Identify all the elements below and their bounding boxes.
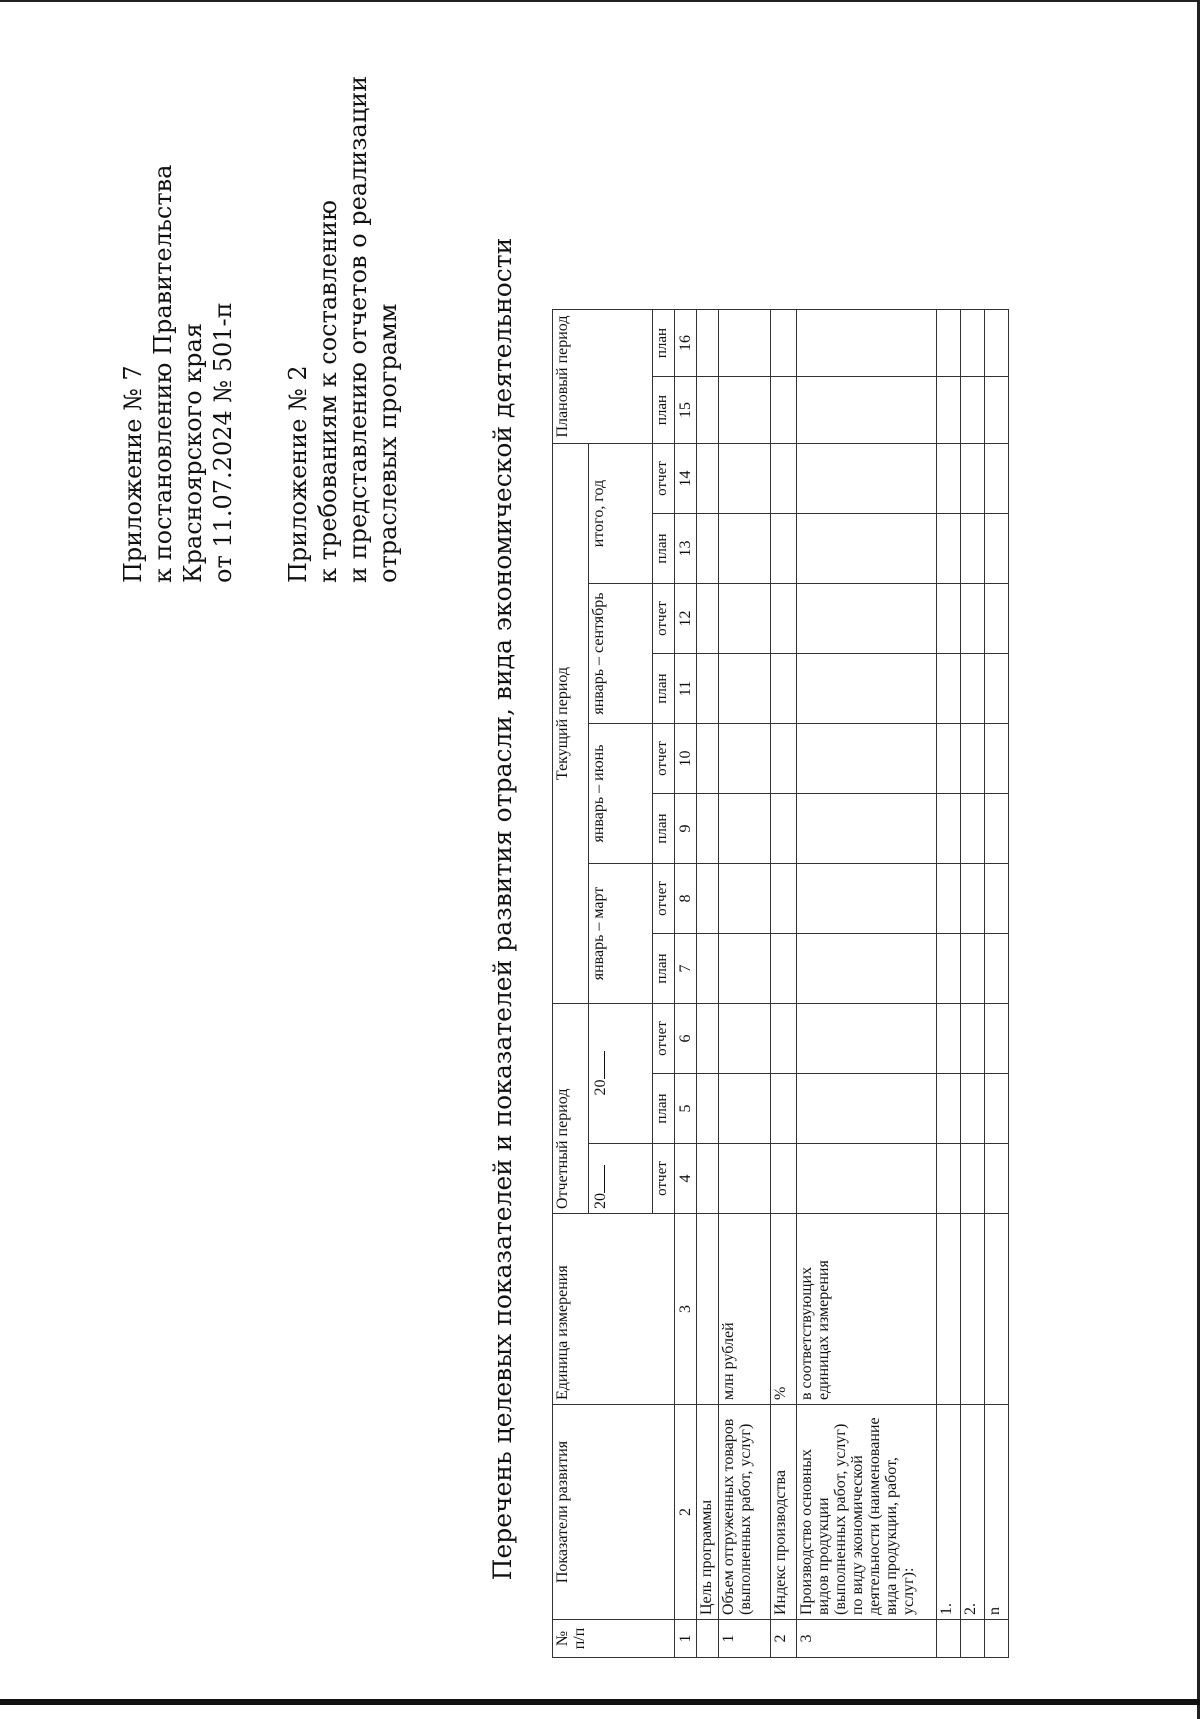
table-cell [985,654,1009,724]
table-cell [771,1004,797,1074]
appendix-7-line: от 11.07.2024 № 501-п [209,302,237,583]
table-cell [771,864,797,934]
table-cell [771,514,797,584]
table-cell [797,1144,937,1214]
table-cell [961,724,985,794]
sub-report: отчет [653,724,675,794]
col-number: 7 [675,934,697,1004]
table-cell [697,514,719,584]
table-cell [937,1004,961,1074]
col-number: 8 [675,864,697,934]
table-cell [797,377,937,444]
table-cell [985,1144,1009,1214]
table-cell [697,934,719,1004]
table-cell [719,584,771,654]
table-cell [797,310,937,377]
table-cell [771,1074,797,1144]
table-cell [985,310,1009,377]
table-cell [937,864,961,934]
appendix-2-line: Приложение № 2 [284,365,312,583]
year-blank [590,1165,605,1193]
header-jan-jun: январь – июнь [589,724,653,864]
table-cell [937,377,961,444]
col-number: 9 [675,794,697,864]
header-indicator: Показатели развития [553,1405,675,1620]
table-cell [961,654,985,724]
row-num: 3 [797,1620,937,1658]
sub-plan: план [653,934,675,1004]
col-number: 14 [675,444,697,514]
goal-row [697,310,719,1658]
table-cell [697,310,719,377]
sub-report: отчет [653,444,675,514]
sub-report: отчет [653,1004,675,1074]
appendix-2-line: к требованиям к составлению [314,199,342,583]
header-planning-period: Плановый период [553,310,653,444]
year-label: 20 [592,1193,609,1209]
table-cell [961,1074,985,1144]
table-cell [937,1074,961,1144]
col-number: 13 [675,514,697,584]
table-cell [985,864,1009,934]
table-cell [797,584,937,654]
col-number: 11 [675,654,697,724]
table-cell [985,724,1009,794]
appendix-7-line: к постановлению Правительства [149,164,177,583]
sub-row-label: 1. [937,1405,961,1620]
table-cell [961,377,985,444]
table-cell [985,934,1009,1004]
header-num: № п/п [553,1620,675,1658]
table-cell [797,514,937,584]
table-cell [961,584,985,654]
row-unit: % [771,1214,797,1405]
table-cell [961,1620,985,1658]
sub-report: отчет [653,1144,675,1214]
table-cell [697,864,719,934]
col-number: 10 [675,724,697,794]
table-cell [697,584,719,654]
table-cell [937,1144,961,1214]
table-cell [937,1620,961,1658]
table-cell [985,1004,1009,1074]
sub-row-label: 2. [961,1405,985,1620]
table-cell [719,1004,771,1074]
sub-row [937,310,961,1658]
table-cell [697,724,719,794]
sub-plan: план [653,514,675,584]
header-year-2 [589,1004,653,1144]
appendix-2-line: отраслевых программ [374,303,402,583]
table-cell [697,1144,719,1214]
col-number: 4 [675,1144,697,1214]
table-cell [985,794,1009,864]
table-cell [961,1004,985,1074]
appendix-7-header [118,165,238,583]
table-cell [985,584,1009,654]
header-year-1 [589,1144,653,1214]
row-unit: млн рублей [719,1214,771,1405]
sub-row-label: n [985,1405,1009,1620]
header-current-period: Текущий период [553,444,589,1004]
table-cell [985,377,1009,444]
table-cell [771,377,797,444]
table-cell [719,654,771,724]
table-cell [937,654,961,724]
table-cell [961,864,985,934]
table-cell [697,1004,719,1074]
indicators-table [552,309,1009,1658]
table-cell [697,1074,719,1144]
document-title: Перечень целевых показателей и показателей развития отрасли, вида экономической деятельности [488,237,517,1581]
table-cell [937,444,961,514]
col-number: 12 [675,584,697,654]
sub-plan: план [653,310,675,377]
table-cell [719,724,771,794]
table-cell [719,1074,771,1144]
sub-plan: план [653,794,675,864]
sub-plan: план [653,1074,675,1144]
table-cell [797,654,937,724]
table-row [797,310,937,1658]
table-cell [697,444,719,514]
row-unit: в соответствующих единицах измерения [797,1214,937,1405]
table-cell [961,514,985,584]
sub-row [961,310,985,1658]
row-indicator: Производство основных видов продукции (выполненных работ, услуг) по виду экономической деятельности (наименование вида продукции, работ, услуг): [797,1405,937,1620]
sub-plan: план [653,654,675,724]
col-number: 15 [675,377,697,444]
row-num: 1 [719,1620,771,1658]
col-number: 1 [675,1620,697,1658]
table-cell [961,934,985,1004]
table-cell [719,444,771,514]
table-cell [771,444,797,514]
table-cell [937,724,961,794]
table-cell [697,654,719,724]
table-cell [771,1144,797,1214]
table-cell [937,934,961,1004]
table-cell [719,1144,771,1214]
table-cell [771,724,797,794]
table-cell [961,310,985,377]
col-number: 6 [675,1004,697,1074]
sub-plan: план [653,377,675,444]
table-cell [771,654,797,724]
row-indicator: Индекс производства [771,1405,797,1620]
row-num: 2 [771,1620,797,1658]
year-label: 20 [592,1079,609,1096]
table-cell [697,1620,719,1658]
table-cell [797,1004,937,1074]
table-cell [961,794,985,864]
col-number: 3 [675,1214,697,1405]
table-row [771,310,797,1658]
table-cell [937,514,961,584]
appendix-2-header [283,76,403,583]
table-cell [985,514,1009,584]
table-cell [797,794,937,864]
sub-row [985,310,1009,1658]
goal-label: Цель программы [697,1405,719,1620]
table-cell [719,934,771,1004]
table-cell [719,310,771,377]
sub-report: отчет [653,864,675,934]
table-cell [937,794,961,864]
table-row [719,310,771,1658]
row-indicator: Объем отгруженных товаров (выполненных работ, услуг) [719,1405,771,1620]
table-cell [697,794,719,864]
table-cell [797,934,937,1004]
table-cell [961,1144,985,1214]
table-cell [937,584,961,654]
col-number: 5 [675,1074,697,1144]
table-cell [797,444,937,514]
table-cell [985,1214,1009,1405]
table-cell [985,1620,1009,1658]
table-cell [961,444,985,514]
table-cell [771,794,797,864]
table-cell [771,934,797,1004]
table-cell [719,377,771,444]
header-jan-sep: январь – сентябрь [589,584,653,724]
table-cell [797,864,937,934]
appendix-7-line: Красноярского края [179,323,207,583]
table-cell [961,1214,985,1405]
table-cell [697,377,719,444]
table-cell [697,1214,719,1405]
appendix-7-line: Приложение № 7 [119,365,147,583]
table-cell [719,794,771,864]
table-cell [771,584,797,654]
header-unit: Единица измерения [553,1214,675,1405]
table-cell [985,444,1009,514]
sub-report: отчет [653,584,675,654]
table-cell [797,1074,937,1144]
table-cell [797,724,937,794]
table-cell [937,1214,961,1405]
col-number: 16 [675,310,697,377]
table-cell [771,310,797,377]
col-number: 2 [675,1405,697,1620]
header-total-year: итого, год [589,444,653,584]
appendix-2-line: и представлению отчетов о реализации [344,75,372,583]
table-cell [719,864,771,934]
table-cell [719,514,771,584]
header-reporting-period: Отчетный период [553,1004,589,1214]
table-cell [937,310,961,377]
year-blank [590,1052,605,1080]
table-cell [985,1074,1009,1144]
header-jan-mar: январь – март [589,864,653,1004]
